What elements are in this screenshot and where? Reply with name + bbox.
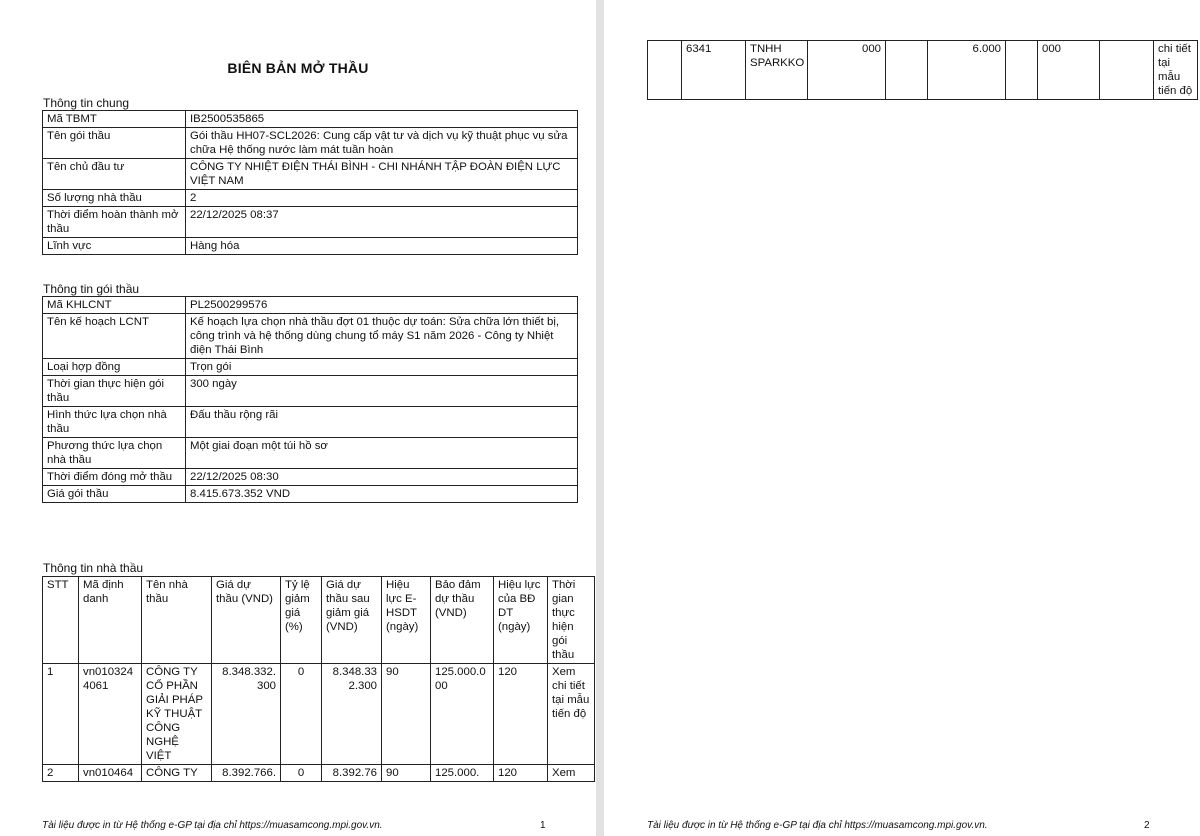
table-cell: 000 xyxy=(1038,41,1100,100)
page-number-2: 2 xyxy=(1144,820,1150,831)
field-value: 300 ngày xyxy=(186,376,578,407)
column-header: Giá dự thầu (VND) xyxy=(212,577,281,664)
table-row xyxy=(43,297,578,314)
table-cell: 8.348.332.300 xyxy=(322,664,382,765)
column-header: Giá dự thầu sau giảm giá (VND) xyxy=(322,577,382,664)
table-cell: CÔNG TY CỔ PHẦN GIẢI PHÁP KỸ THUẬT CÔNG NGHỆ VIỆT xyxy=(142,664,212,765)
field-label: Tên gói thầu xyxy=(43,128,186,159)
table-row xyxy=(43,111,578,128)
field-value: 2 xyxy=(186,190,578,207)
general-info-heading: Thông tin chung xyxy=(43,96,130,110)
table-cell: 6341 xyxy=(682,41,746,100)
table-cell xyxy=(886,41,928,100)
column-header: Hiệu lực E-HSDT (ngày) xyxy=(382,577,431,664)
column-header: STT xyxy=(43,577,79,664)
table-cell xyxy=(1100,41,1154,100)
field-label: Lĩnh vực xyxy=(43,238,186,255)
table-header-row xyxy=(43,577,595,664)
field-value: 22/12/2025 08:37 xyxy=(186,207,578,238)
column-header: Thời gian thực hiện gói thầu xyxy=(548,577,595,664)
page-footer-1: Tài liệu được in từ Hệ thống e-GP tại địa chỉ https://muasamcong.mpi.gov.vn. xyxy=(42,820,383,831)
table-row xyxy=(43,207,578,238)
table-cell: 90 xyxy=(382,765,431,782)
table-row xyxy=(43,438,578,469)
table-cell: 000 xyxy=(808,41,886,100)
column-header: Mã định danh xyxy=(79,577,142,664)
field-value: 22/12/2025 08:30 xyxy=(186,469,578,486)
field-label: Hình thức lựa chọn nhà thầu xyxy=(43,407,186,438)
table-row xyxy=(43,486,578,503)
bidder-info-heading: Thông tin nhà thầu xyxy=(43,561,144,575)
table-cell: vn010464 xyxy=(79,765,142,782)
field-value: Đấu thầu rộng rãi xyxy=(186,407,578,438)
table-row xyxy=(43,407,578,438)
field-value: CÔNG TY NHIỆT ĐIỆN THÁI BÌNH - CHI NHÁNH TẬP ĐOÀN ĐIỆN LỰC VIỆT NAM xyxy=(186,159,578,190)
table-cell: 125.000.000 xyxy=(431,664,494,765)
table-row xyxy=(43,314,578,359)
general-info-table xyxy=(42,110,578,255)
page-separator xyxy=(596,0,604,836)
field-value: Trọn gói xyxy=(186,359,578,376)
package-info-table xyxy=(42,296,578,503)
column-header: Tỷ lệ giảm giá (%) xyxy=(281,577,322,664)
field-value: Hàng hóa xyxy=(186,238,578,255)
table-cell: 1 xyxy=(43,664,79,765)
field-label: Loại hợp đồng xyxy=(43,359,186,376)
field-label: Tên kế hoạch LCNT xyxy=(43,314,186,359)
column-header: Hiệu lực của BĐ DT (ngày) xyxy=(494,577,548,664)
table-row xyxy=(43,664,595,765)
field-label: Thời gian thực hiện gói thầu xyxy=(43,376,186,407)
table-cell: 90 xyxy=(382,664,431,765)
field-value: IB2500535865 xyxy=(186,111,578,128)
field-label: Thời điểm đóng mở thầu xyxy=(43,469,186,486)
package-info-heading: Thông tin gói thầu xyxy=(43,282,140,296)
table-cell: vn0103244061 xyxy=(79,664,142,765)
table-row xyxy=(43,376,578,407)
page-number-1: 1 xyxy=(540,820,546,831)
field-value: Kế hoạch lựa chọn nhà thầu đợt 01 thuộc dự toán: Sửa chữa lớn thiết bị, công trình và hệ thống dùng chung tổ máy S1 năm 2026 - Công ty Nhiệt điện Thái Bình xyxy=(186,314,578,359)
table-cell: Xem xyxy=(548,765,595,782)
table-row xyxy=(43,128,578,159)
table-cell: TNHH SPARKKO xyxy=(746,41,808,100)
page-footer-2: Tài liệu được in từ Hệ thống e-GP tại địa chỉ https://muasamcong.mpi.gov.vn. xyxy=(647,820,988,831)
column-header: Tên nhà thầu xyxy=(142,577,212,664)
table-cell: 120 xyxy=(494,765,548,782)
field-label: Thời điểm hoàn thành mở thầu xyxy=(43,207,186,238)
table-cell: 0 xyxy=(281,765,322,782)
document-page-2 xyxy=(604,0,1200,836)
table-cell: 8.348.332.300 xyxy=(212,664,281,765)
document-title: BIÊN BẢN MỞ THẦU xyxy=(227,60,369,76)
field-label: Số lượng nhà thầu xyxy=(43,190,186,207)
field-value: Một giai đoạn một túi hồ sơ xyxy=(186,438,578,469)
table-cell: 8.392.766. xyxy=(212,765,281,782)
table-cell: Xem chi tiết tại mẫu tiến độ xyxy=(548,664,595,765)
table-row xyxy=(648,41,1198,100)
table-row xyxy=(43,469,578,486)
field-label: Tên chủ đầu tư xyxy=(43,159,186,190)
table-row xyxy=(43,190,578,207)
table-cell: 2 xyxy=(43,765,79,782)
table-cell: chi tiết tại mẫu tiến độ xyxy=(1154,41,1198,100)
table-cell: CÔNG TY xyxy=(142,765,212,782)
bidder-table xyxy=(42,576,595,782)
field-label: Phương thức lựa chọn nhà thầu xyxy=(43,438,186,469)
table-row xyxy=(43,238,578,255)
field-label: Mã TBMT xyxy=(43,111,186,128)
field-label: Giá gói thầu xyxy=(43,486,186,503)
field-value: PL2500299576 xyxy=(186,297,578,314)
table-cell: 125.000. xyxy=(431,765,494,782)
field-value: 8.415.673.352 VND xyxy=(186,486,578,503)
field-value: Gói thầu HH07-SCL2026: Cung cấp vật tư và dịch vụ kỹ thuật phục vụ sửa chữa Hệ thống nước làm mát tuần hoàn xyxy=(186,128,578,159)
bidder-table-continued xyxy=(647,40,1198,100)
table-cell: 6.000 xyxy=(928,41,1006,100)
table-row xyxy=(43,765,595,782)
table-row xyxy=(43,159,578,190)
table-row xyxy=(43,359,578,376)
column-header: Bảo đảm dự thầu (VND) xyxy=(431,577,494,664)
table-cell: 8.392.76 xyxy=(322,765,382,782)
field-label: Mã KHLCNT xyxy=(43,297,186,314)
table-cell: 0 xyxy=(281,664,322,765)
table-cell xyxy=(648,41,682,100)
table-cell: 120 xyxy=(494,664,548,765)
table-cell xyxy=(1006,41,1038,100)
